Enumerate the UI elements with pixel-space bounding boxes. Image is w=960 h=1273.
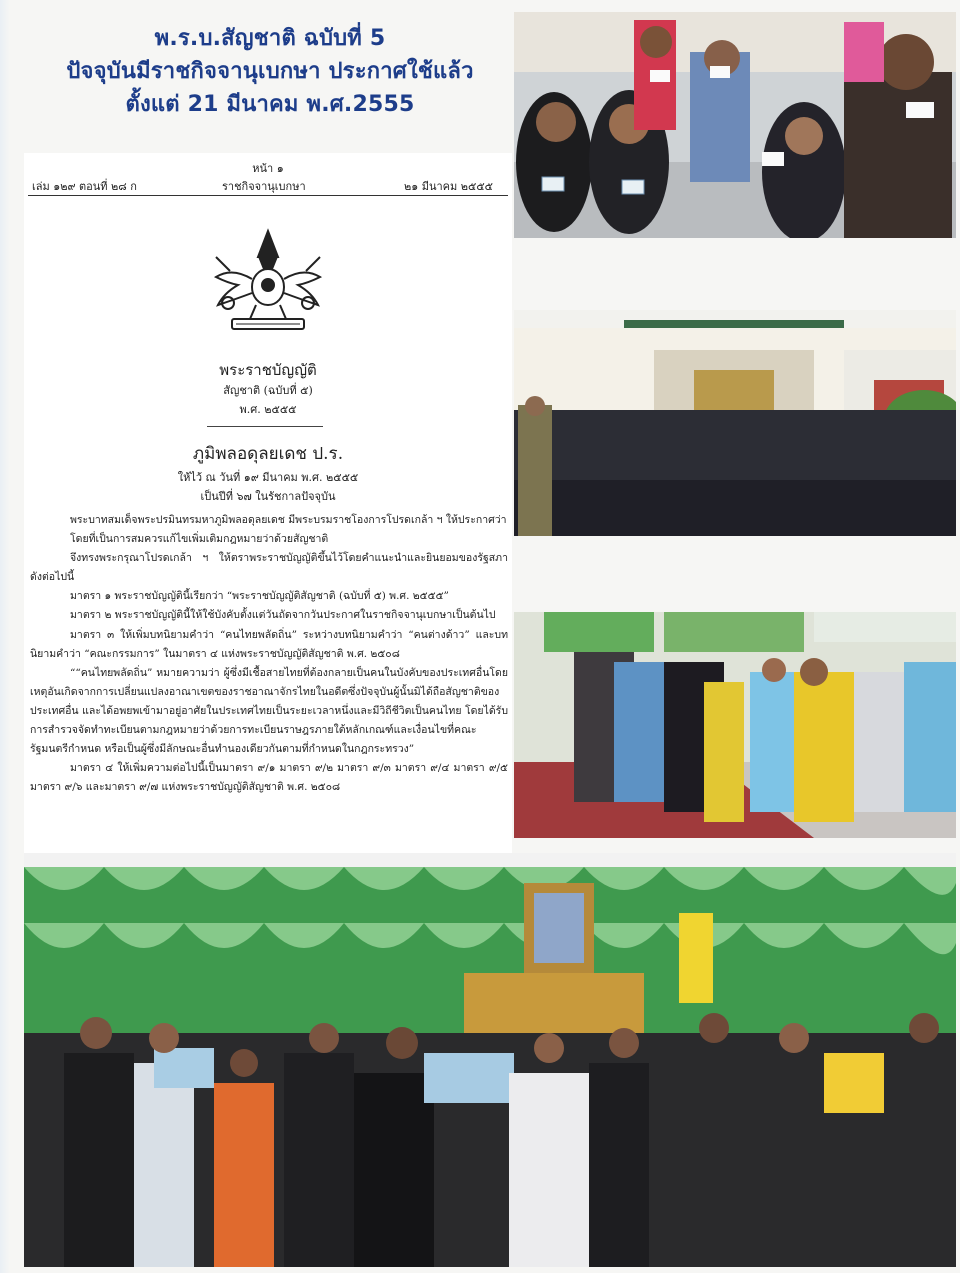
reign-year: เป็นปีที่ ๖๗ ในรัชกาลปัจจุบัน xyxy=(200,490,336,503)
gazette-page-number: หน้า ๑ xyxy=(252,162,284,175)
act-subtitle: สัญชาติ (ฉบับที่ ๕) xyxy=(223,384,313,397)
left-frame-border xyxy=(0,0,10,1273)
gazette-publication: ราชกิจจานุเบกษา xyxy=(222,180,306,193)
king-signature: ภูมิพลอดุลยเดช ป.ร. xyxy=(192,444,344,464)
gazette-paragraph: มาตรา ๓ ให้เพิ่มบทนิยามคำว่า “คนไทยพลัดถิ่น” ระหว่างบทนิยามคำว่า “คนต่างด้าว” และบทนิยามคำว่า “คณะกรรมการ” ในมาตรา ๔ แห่งพระราชบัญญัติสัญชาติ พ.ศ. ๒๕๐๘ xyxy=(30,628,508,660)
headline-line-2: ปัจจุบันมีราชกิจจานุเบกษา ประกาศใช้แล้ว xyxy=(66,59,474,84)
gazette-paragraph: มาตรา ๑ พระราชบัญญัตินี้เรียกว่า “พระราชบัญญัติสัญชาติ (ฉบับที่ ๕) พ.ศ. ๒๕๕๕” xyxy=(70,590,449,603)
garuda-emblem-icon xyxy=(210,227,326,337)
act-title: พระราชบัญญัติ xyxy=(219,361,317,379)
gazette-paragraph: จึงทรงพระกรุณาโปรดเกล้า ฯ ให้ตราพระราชบัญญัติขึ้นไว้โดยคำแนะนำและยินยอมของรัฐสภา ดังต่อไปนี้ xyxy=(30,552,508,584)
act-year: พ.ศ. ๒๕๕๕ xyxy=(239,403,297,416)
gazette-paragraph: พระบาทสมเด็จพระปรมินทรมหาภูมิพลอดุลยเดช มีพระบรมราชโองการโปรดเกล้า ฯ ให้ประกาศว่า xyxy=(70,514,507,526)
headline-line-1: พ.ร.บ.สัญชาติ ฉบับที่ 5 xyxy=(154,26,386,51)
gazette-page xyxy=(24,153,512,853)
gazette-header-rule xyxy=(28,195,508,196)
gazette-date: ๒๑ มีนาคม ๒๕๕๕ xyxy=(404,180,494,193)
photo-group-in-front-of-office xyxy=(514,310,956,536)
given-on-date: ให้ไว้ ณ วันที่ ๑๙ มีนาคม พ.ศ. ๒๕๕๕ xyxy=(177,471,359,484)
photo-group-green-curtain-hall xyxy=(24,853,956,1267)
gazette-paragraph: มาตรา ๒ พระราชบัญญัตินี้ให้ใช้บังคับตั้งแต่วันถัดจากวันประกาศในราชกิจจานุเบกษาเป็นต้นไป xyxy=(70,609,496,622)
photo-villagers-holding-id-cards xyxy=(514,12,956,238)
gazette-body xyxy=(30,511,508,797)
photo-ceremony-line-up xyxy=(514,612,956,838)
headline xyxy=(30,22,510,121)
gazette-paragraph: มาตรา ๔ ให้เพิ่มความต่อไปนี้เป็นมาตรา ๙/๑ มาตรา ๙/๒ มาตรา ๙/๓ มาตรา ๙/๔ มาตรา ๙/๕ มาตรา ๙/๖ และมาตรา ๙/๗ แห่งพระราชบัญญัติสัญชาติ พ.ศ. ๒๕๐๘ xyxy=(30,762,508,794)
gazette-paragraph: ““คนไทยพลัดถิ่น” หมายความว่า ผู้ซึ่งมีเชื้อสายไทยที่ต้องกลายเป็นคนในบังคับของประเทศอื่นโดยเหตุอันเกิดจากการเปลี่ยนแปลงอาณาเขตของราชอาณาจักรไทยในอดีตซึ่งปัจจุบันผู้นั้นมิได้ถือสัญชาติของประเทศอื่น และได้อพยพเข้ามาอยู่อาศัยในประเทศไทยเป็นระยะเวลาหนึ่งและมีวิถีชีวิตเป็นคนไทย โดยได้รับการสำรวจจัดทำทะเบียนตามกฎหมายว่าด้วยการทะเบียนราษฎรภายใต้หลักเกณฑ์และเงื่อนไขที่คณะรัฐมนตรีกำหนด หรือเป็นผู้ซึ่งมีลักษณะอื่นทำนองเดียวกันตามที่กำหนดในกฎกระทรวง” xyxy=(30,666,508,756)
gazette-volume: เล่ม ๑๒๙ ตอนที่ ๒๘ ก xyxy=(32,180,137,193)
headline-line-3: ตั้งแต่ 21 มีนาคม พ.ศ.2555 xyxy=(125,92,415,117)
title-rule xyxy=(207,426,323,427)
gazette-paragraph: โดยที่เป็นการสมควรแก้ไขเพิ่มเติมกฎหมายว่าด้วยสัญชาติ xyxy=(70,533,329,546)
